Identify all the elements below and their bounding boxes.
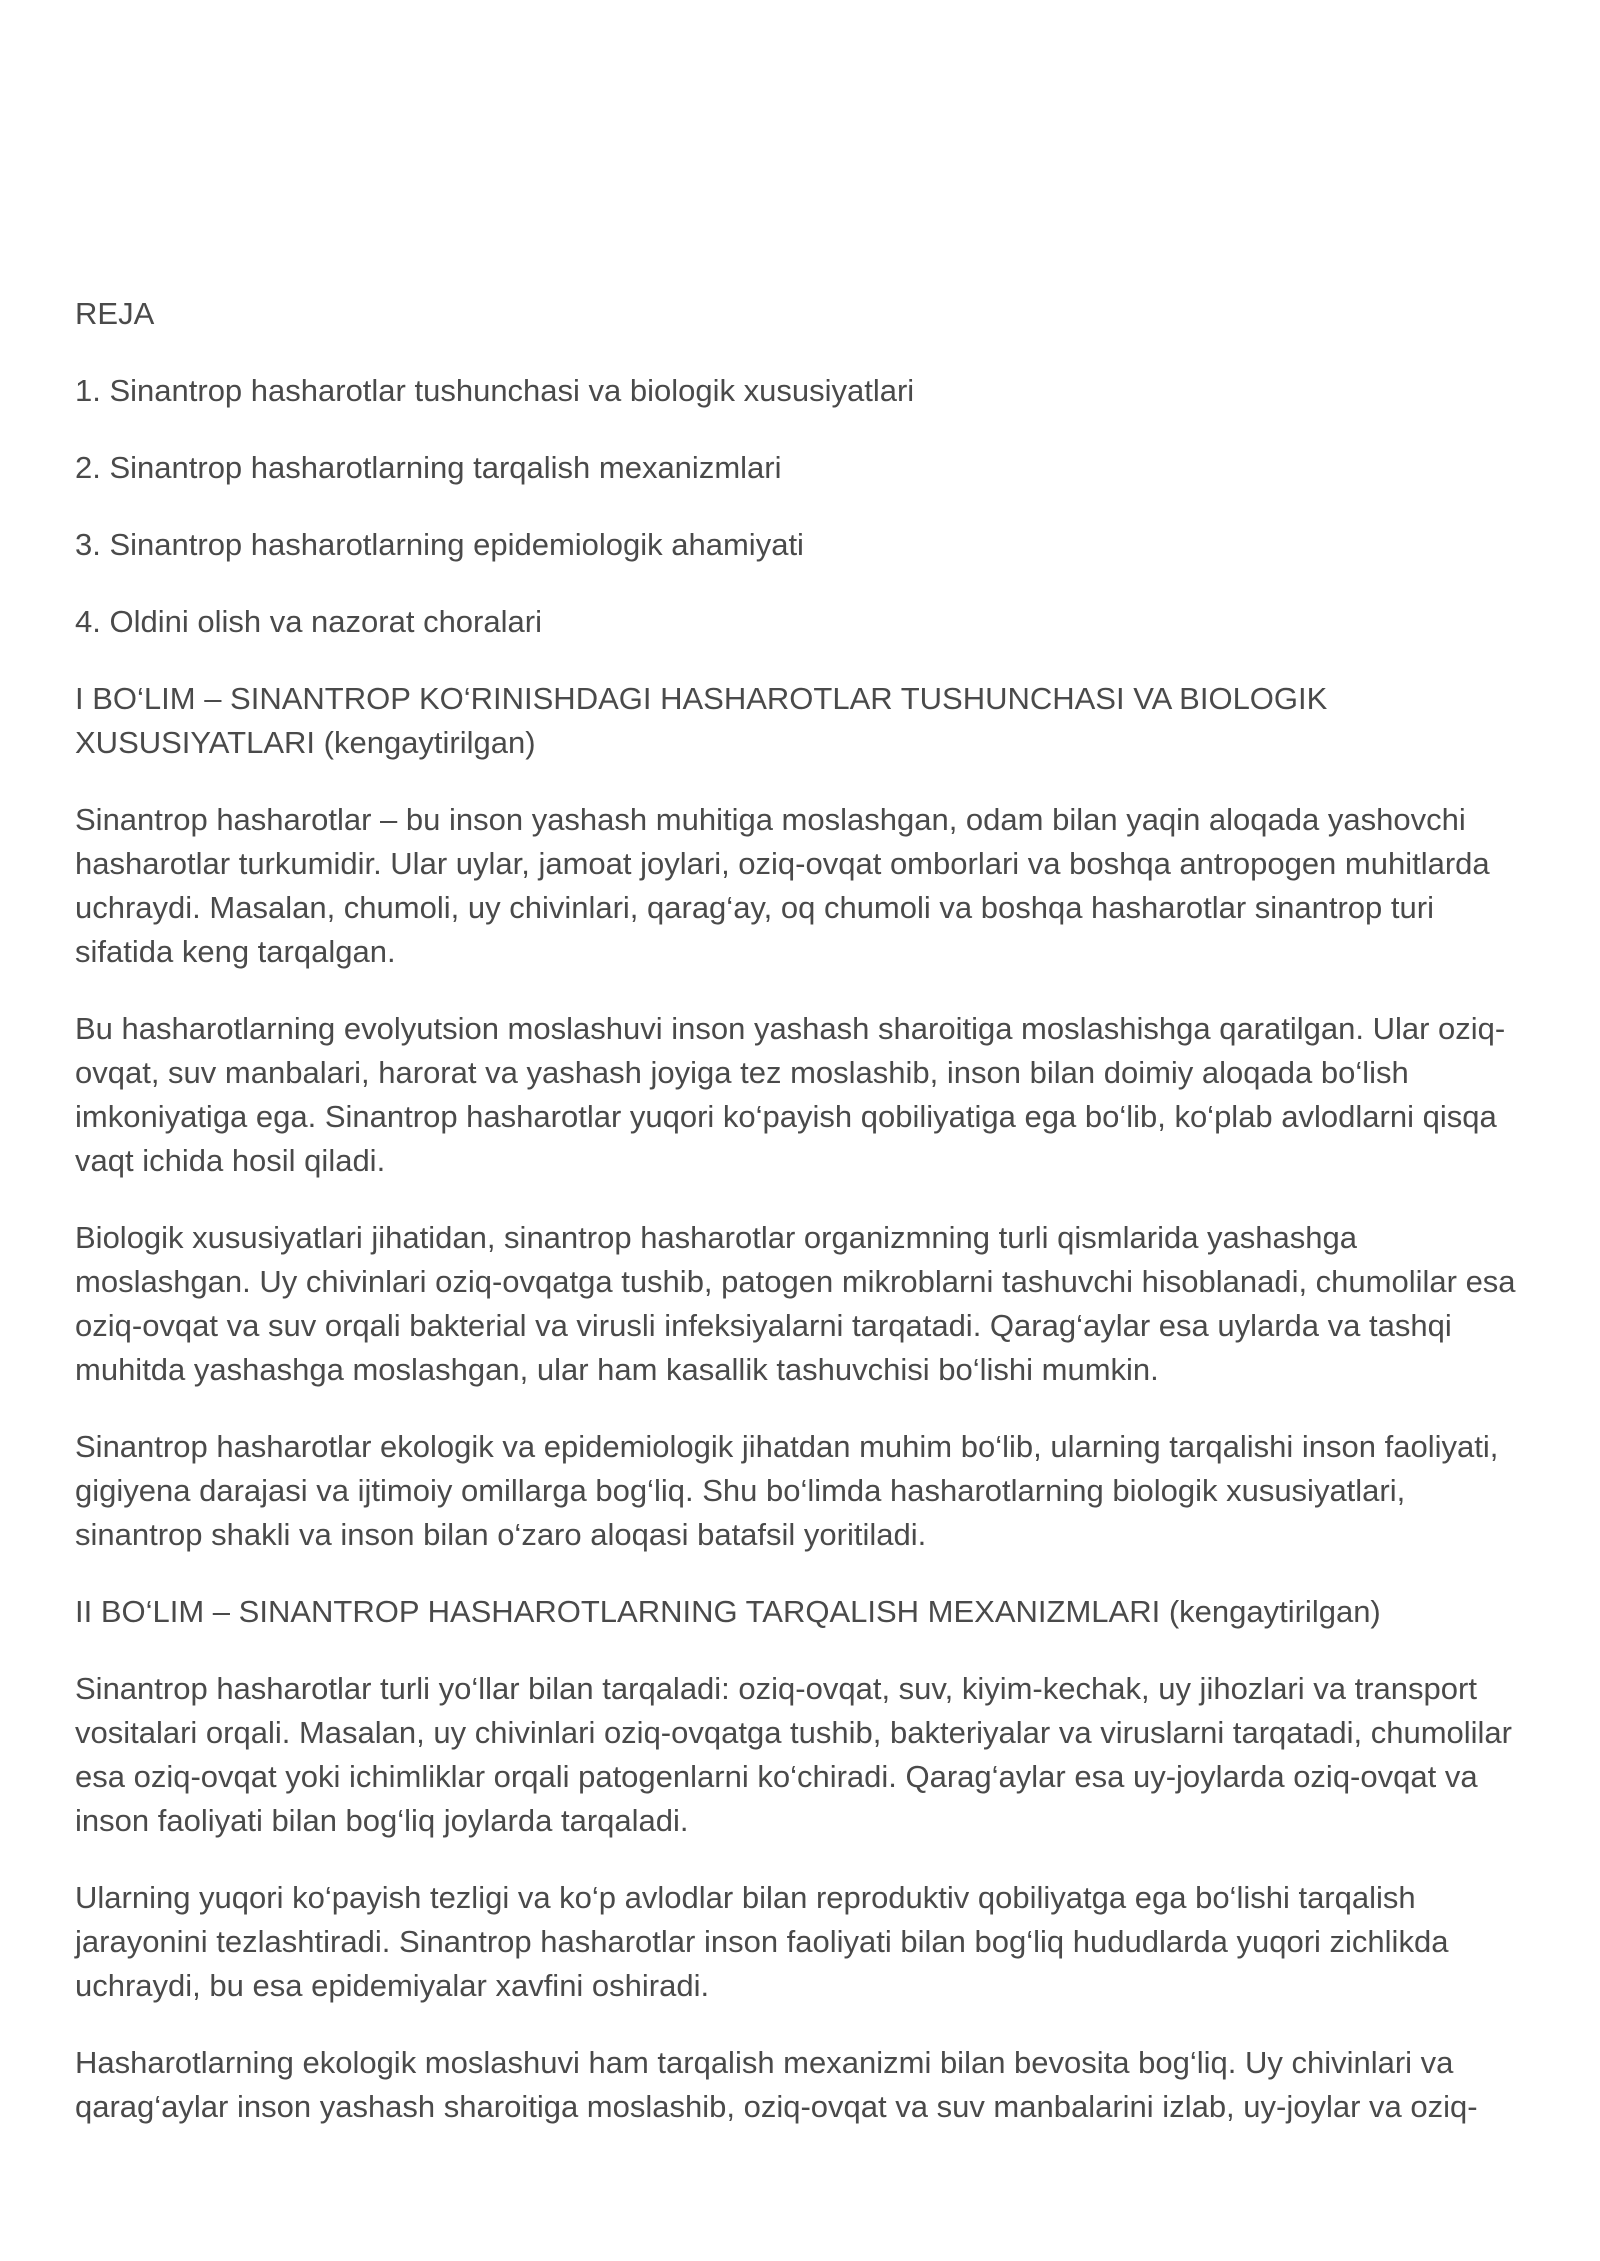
plan-item-3: 3. Sinantrop hasharotlarning epidemiologik ahamiyati [75, 527, 804, 562]
plan-item-1: 1. Sinantrop hasharotlar tushunchasi va biologik xususiyatlari [75, 373, 915, 408]
section2-heading: II BO‘LIM – SINANTROP HASHAROTLARNING TARQALISH MEXANIZMLARI (kengaytirilgan) [75, 1594, 1381, 1629]
document-page [75, 292, 1535, 2162]
plan-item-4: 4. Oldini olish va nazorat choralari [75, 604, 542, 639]
section1-paragraph-1: Sinantrop hasharotlar – bu inson yashash muhitiga moslashgan, odam bilan yaqin aloqada yashovchi hasharotlar turkumidir. Ular uylar, jamoat joylari, oziq-ovqat omborlari va boshqa antropogen muhitlarda uchraydi. Masalan, chumoli, uy chivinlari, qarag‘ay, oq chumoli va boshqa hasharotlar sinantrop turi sifatida keng tarqalgan. [75, 802, 1490, 969]
plan-title: REJA [75, 296, 155, 331]
section2-paragraph-1: Sinantrop hasharotlar turli yo‘llar bilan tarqaladi: oziq-ovqat, suv, kiyim-kechak, uy jihozlari va transport vositalari orqali. Masalan, uy chivinlari oziq-ovqatga tushib, bakteriyalar va viruslarni tarqatadi, chumolilar esa oziq-ovqat yoki ichimliklar orqali patogenlarni ko‘chiradi. Qarag‘aylar esa uy-joylarda oziq-ovqat va inson faoliyati bilan bog‘liq joylarda tarqaladi. [75, 1671, 1512, 1838]
section1-heading: I BO‘LIM – SINANTROP KO‘RINISHDAGI HASHAROTLAR TUSHUNCHASI VA BIOLOGIK XUSUSIYATLARI (kengaytirilgan) [75, 681, 1328, 760]
section2-paragraph-2: Ularning yuqori ko‘payish tezligi va ko‘p avlodlar bilan reproduktiv qobiliyatga ega bo‘lishi tarqalish jarayonini tezlashtiradi. Sinantrop hasharotlar inson faoliyati bilan bog‘liq hududlarda yuqori zichlikda uchraydi, bu esa epidemiyalar xavfini oshiradi. [75, 1880, 1449, 2003]
section1-paragraph-2: Bu hasharotlarning evolyutsion moslashuvi inson yashash sharoitiga moslashishga qaratilgan. Ular oziq-ovqat, suv manbalari, harorat va yashash joyiga tez moslashib, inson bilan doimiy aloqada bo‘lish imkoniyatiga ega. Sinantrop hasharotlar yuqori ko‘payish qobiliyatiga ega bo‘lib, ko‘plab avlodlarni qisqa vaqt ichida hosil qiladi. [75, 1011, 1506, 1178]
section1-paragraph-4: Sinantrop hasharotlar ekologik va epidemiologik jihatdan muhim bo‘lib, ularning tarqalishi inson faoliyati, gigiyena darajasi va ijtimoiy omillarga bog‘liq. Shu bo‘limda hasharotlarning biologik xususiyatlari, sinantrop shakli va inson bilan o‘zaro aloqasi batafsil yoritiladi. [75, 1429, 1499, 1552]
plan-item-2: 2. Sinantrop hasharotlarning tarqalish mexanizmlari [75, 450, 782, 485]
section1-paragraph-3: Biologik xususiyatlari jihatidan, sinantrop hasharotlar organizmning turli qismlarida yashashga moslashgan. Uy chivinlari oziq-ovqatga tushib, patogen mikroblarni tashuvchi hisoblanadi, chumolilar esa oziq-ovqat va suv orqali bakterial va virusli infeksiyalarni tarqatadi. Qarag‘aylar esa uylarda va tashqi muhitda yashashga moslashgan, ular ham kasallik tashuvchisi bo‘lishi mumkin. [75, 1220, 1516, 1387]
section2-paragraph-3: Hasharotlarning ekologik moslashuvi ham tarqalish mexanizmi bilan bevosita bog‘liq. Uy chivinlari va qarag‘aylar inson yashash sharoitiga moslashib, oziq-ovqat va suv manbalarini izlab, uy-joylar va oziq- [75, 2045, 1478, 2124]
